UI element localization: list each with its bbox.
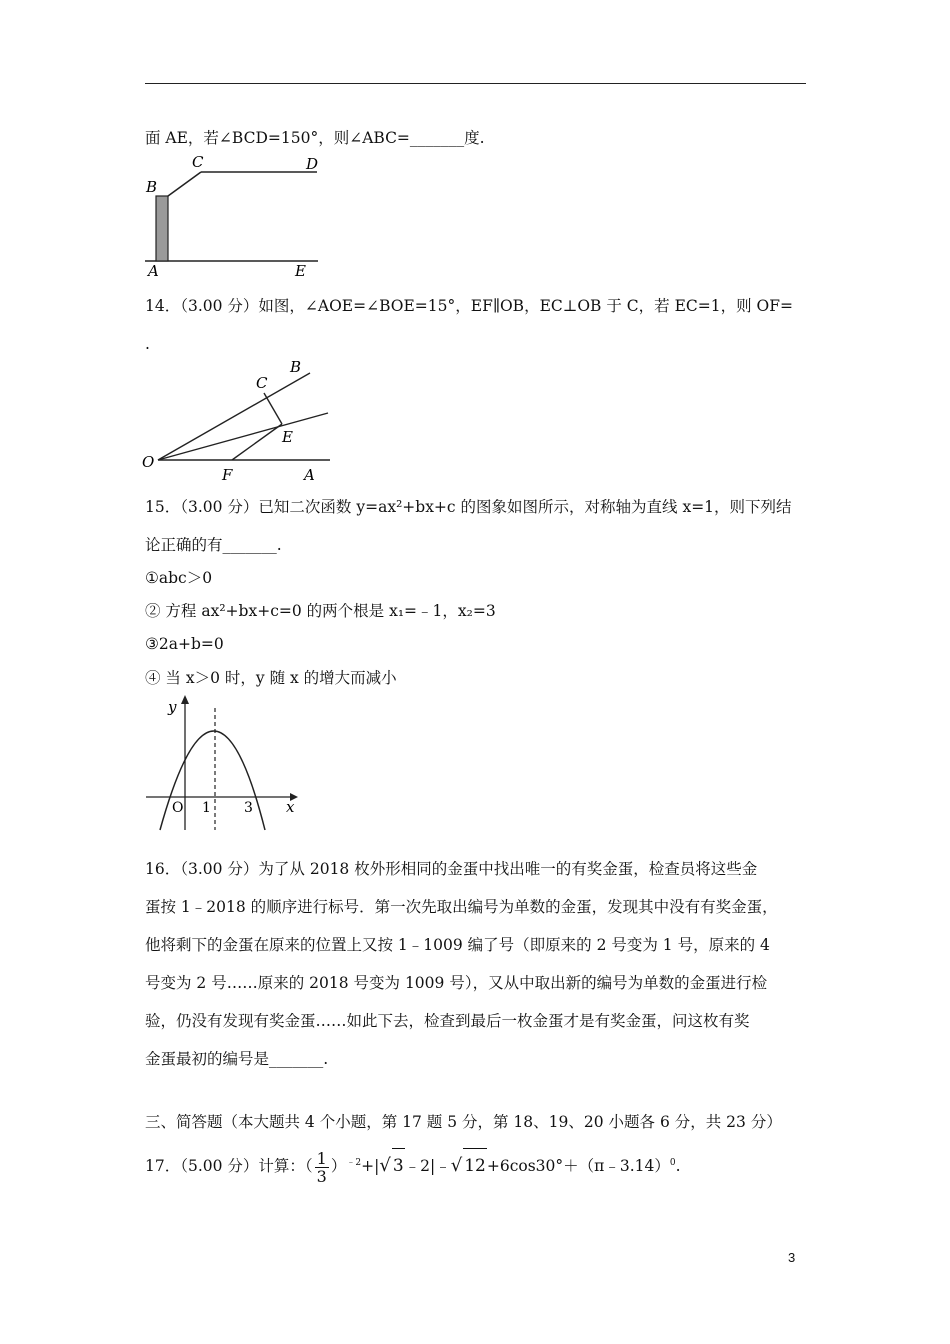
q14-text: 14．（3.00 分）如图，∠AOE=∠BOE=15°，EF∥OB，EC⊥OB 于 C，若 EC=1，则 OF= bbox=[145, 297, 793, 315]
q17-part4: +6cos30°＋（π﹣3.14） bbox=[486, 1157, 670, 1175]
q15-text: 15．（3.00 分）已知二次函数 y=ax²+bx+c 的图象如图所示，对称轴为直线 x=1，则下列结 bbox=[145, 498, 792, 516]
section3-title: 三、简答题（本大题共 4 个小题，第 17 题 5 分，第 18、19、20 小题各 6 分，共 23 分） bbox=[145, 1113, 782, 1131]
q14-cont: . bbox=[145, 335, 150, 353]
q15-option-3: ③2a+b=0 bbox=[145, 635, 224, 653]
q15-graph bbox=[140, 690, 310, 840]
q16-line-2: 蛋按 1﹣2018 的顺序进行标号．第一次先取出编号为单数的金蛋，发现其中没有有奖金蛋， bbox=[145, 898, 778, 916]
q17-exp0: 0 bbox=[669, 1158, 676, 1168]
q14-figure bbox=[140, 356, 340, 486]
q16-line-6: 金蛋最初的编号是_______. bbox=[145, 1050, 329, 1068]
q16-line-4: 号变为 2 号……原来的 2018 号变为 1009 号），又从中取出新的编号为单数的金蛋进行检 bbox=[145, 974, 768, 992]
origin-label: O bbox=[172, 800, 184, 816]
page-number: 3 bbox=[788, 1250, 796, 1265]
q17-sqrt2: 12 bbox=[463, 1148, 487, 1183]
q15-cont: 论正确的有_______. bbox=[145, 536, 282, 554]
q15-option-1: ①abc＞0 bbox=[145, 569, 213, 587]
q15-option-4: ④ 当 x＞0 时，y 随 x 的增大而减小 bbox=[145, 669, 397, 687]
q17-prefix: 17．（5.00 分）计算：（ bbox=[145, 1157, 313, 1175]
label-A: A bbox=[148, 262, 159, 280]
q17-part3: ﹣2|﹣ bbox=[404, 1157, 451, 1175]
label-E: E bbox=[282, 428, 293, 446]
q16-line-1: 16．（3.00 分）为了从 2018 枚外形相同的金蛋中找出唯一的有奖金蛋，检查员将这些金 bbox=[145, 860, 758, 878]
tick-1-label: 1 bbox=[202, 800, 211, 816]
label-O: O bbox=[142, 453, 155, 471]
label-C: C bbox=[192, 153, 204, 171]
q15-option-2: ② 方程 ax²+bx+c=0 的两个根是 x₁=﹣1，x₂=3 bbox=[145, 602, 496, 620]
label-A: A bbox=[304, 466, 315, 484]
q17-expression: 17．（5.00 分）计算：（ $\frac{1}{3}$ ）$^{﹣2}$+|√ 3﹣2|﹣√ 12+6cos30°＋（π﹣3.14）$^0$. bbox=[145, 1148, 681, 1186]
q17-frac-den: 3 bbox=[316, 1166, 327, 1186]
label-F: F bbox=[222, 466, 233, 484]
q16-line-5: 验，仍没有发现有奖金蛋……如此下去，检查到最后一枚金蛋才是有奖金蛋，问这枚有奖 bbox=[145, 1012, 750, 1030]
axis-y-label: y bbox=[168, 698, 177, 716]
label-B: B bbox=[290, 358, 302, 376]
q16-line-3: 他将剩下的金蛋在原来的位置上又按 1﹣1009 编了号（即原来的 2 号变为 1 号，原来的 4 bbox=[145, 936, 770, 954]
label-E: E bbox=[295, 262, 306, 280]
axis-x-label: x bbox=[286, 798, 295, 816]
q17-part2: +| bbox=[361, 1157, 380, 1175]
label-C: C bbox=[256, 374, 268, 392]
tick-3-label: 3 bbox=[244, 800, 253, 816]
q17-fraction bbox=[315, 1150, 329, 1185]
label-B: B bbox=[146, 178, 158, 196]
q17-frac-num: 1 bbox=[316, 1148, 327, 1168]
q17-sqrt1: 3 bbox=[392, 1148, 405, 1183]
q17-end: . bbox=[675, 1157, 681, 1175]
q13-figure bbox=[140, 152, 330, 280]
label-D: D bbox=[306, 155, 319, 173]
header-rule bbox=[145, 83, 806, 84]
q13-text: 面 AE，若∠BCD=150°，则∠ABC=_______度. bbox=[145, 129, 485, 147]
q17-exp: ﹣2 bbox=[346, 1158, 362, 1168]
